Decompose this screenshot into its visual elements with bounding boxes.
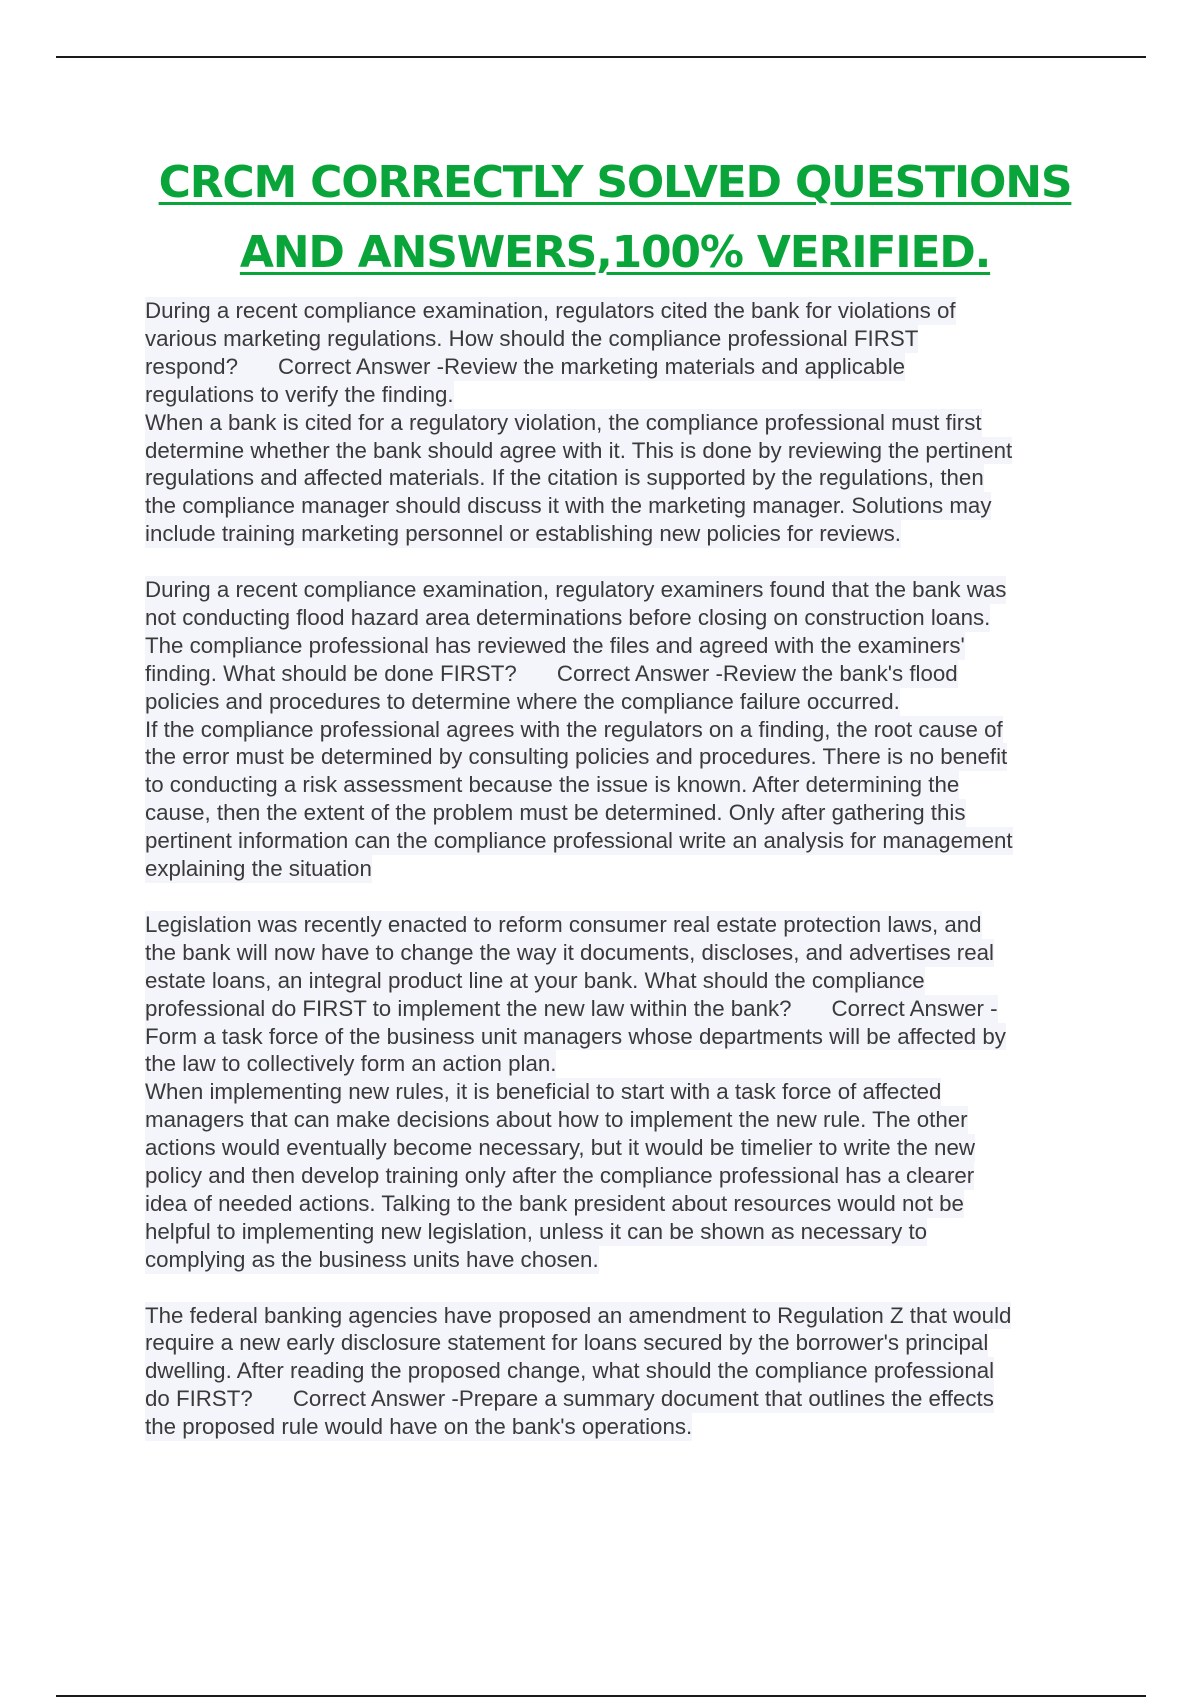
answer-line: the proposed rule would have on the bank's operations. — [145, 1414, 693, 1440]
question-line: finding. What should be done FIRST? — [145, 660, 517, 686]
explanation-line: When implementing new rules, it is beneficial to start with a task force of affected — [145, 1079, 942, 1105]
answer-line: Review the bank's flood — [722, 660, 958, 686]
explanation-line: the error must be determined by consulting policies and procedures. There is no benefit — [145, 744, 1008, 770]
answer-label: Correct Answer - — [292, 1386, 459, 1412]
answer-line: policies and procedures to determine where the compliance failure occurred. — [145, 688, 900, 714]
answer-line: Prepare a summary document that outlines the effects — [458, 1386, 994, 1412]
explanation-line: regulations and affected materials. If the citation is supported by the regulations, then — [145, 465, 984, 491]
explanation-line: idea of needed actions. Talking to the bank president about resources would not be — [145, 1190, 964, 1216]
explanation-line: the compliance manager should discuss it with the marketing manager. Solutions may — [145, 493, 992, 519]
explanation-line: to conducting a risk assessment because the issue is known. After determining the — [145, 772, 960, 798]
qa-block-3 — [145, 911, 1100, 1274]
explanation-line: explaining the situation — [145, 856, 372, 882]
answer-label: Correct Answer - — [277, 353, 445, 379]
question-line: The federal banking agencies have proposed an amendment to Regulation Z that would — [145, 1302, 1012, 1328]
question-answer-line — [145, 353, 905, 381]
answer-line: Form a task force of the business unit managers whose departments will be affected by — [145, 1023, 1006, 1049]
question-line: dwelling. After reading the proposed change, what should the compliance professional — [145, 1358, 995, 1384]
question-line: Legislation was recently enacted to reform consumer real estate protection laws, and — [145, 911, 982, 937]
answer-line: regulations to verify the finding. — [145, 381, 454, 407]
explanation-line: include training marketing personnel or establishing new policies for reviews. — [145, 521, 902, 547]
explanation-line: helpful to implementing new legislation, unless it can be shown as necessary to — [145, 1218, 928, 1244]
question-answer-line — [145, 660, 958, 688]
qa-block-1 — [145, 297, 1100, 548]
answer-label: Correct Answer - — [556, 660, 723, 686]
qa-block-2 — [145, 576, 1100, 883]
answer-label: Correct Answer - — [831, 995, 998, 1021]
explanation-line: pertinent information can the compliance professional write an analysis for management — [145, 828, 1013, 854]
question-answer-line — [145, 1385, 994, 1413]
answer-line: Review the marketing materials and applicable — [444, 353, 906, 379]
explanation-line: actions would eventually become necessary, but it would be timelier to write the new — [145, 1135, 975, 1161]
question-line: respond? — [145, 353, 238, 379]
question-line: require a new early disclosure statement for loans secured by the borrower's principal — [145, 1330, 989, 1356]
question-line: During a recent compliance examination, regulators cited the bank for violations of — [145, 298, 956, 323]
title-line-1: CRCM CORRECTLY SOLVED QUESTIONS — [158, 157, 1072, 208]
document-title — [0, 148, 1200, 288]
question-line: During a recent compliance examination, regulatory examiners found that the bank was — [145, 577, 1007, 603]
answer-line: the law to collectively form an action plan. — [145, 1051, 557, 1077]
question-line: the bank will now have to change the way it documents, discloses, and advertises real — [145, 939, 994, 965]
footer-rule — [56, 1695, 1146, 1697]
question-line: estate loans, an integral product line at your bank. What should the compliance — [145, 967, 925, 993]
question-answer-line — [145, 995, 998, 1023]
explanation-line: policy and then develop training only after the compliance professional has a clearer — [145, 1163, 975, 1189]
explanation-line: determine whether the bank should agree with it. This is done by reviewing the pertinent — [145, 437, 1013, 463]
explanation-line: managers that can make decisions about how to implement the new rule. The other — [145, 1107, 968, 1133]
question-line: The compliance professional has reviewed the files and agreed with the examiners' — [145, 632, 965, 658]
header-rule — [56, 56, 1146, 58]
explanation-line: cause, then the extent of the problem must be determined. Only after gathering this — [145, 800, 966, 826]
explanation-line: If the compliance professional agrees with the regulators on a finding, the root cause of — [145, 716, 1003, 742]
question-line: various marketing regulations. How should the compliance professional FIRST — [145, 325, 919, 351]
question-line: do FIRST? — [145, 1386, 253, 1412]
explanation-line: complying as the business units have chosen. — [145, 1246, 599, 1272]
question-line: not conducting flood hazard area determinations before closing on construction loans. — [145, 604, 991, 630]
qa-block-4 — [145, 1302, 1100, 1442]
qa-content — [145, 297, 1100, 1469]
explanation-line: When a bank is cited for a regulatory violation, the compliance professional must first — [145, 409, 982, 435]
question-line: professional do FIRST to implement the new law within the bank? — [145, 995, 792, 1021]
title-line-2: AND ANSWERS,100% VERIFIED. — [239, 227, 991, 278]
